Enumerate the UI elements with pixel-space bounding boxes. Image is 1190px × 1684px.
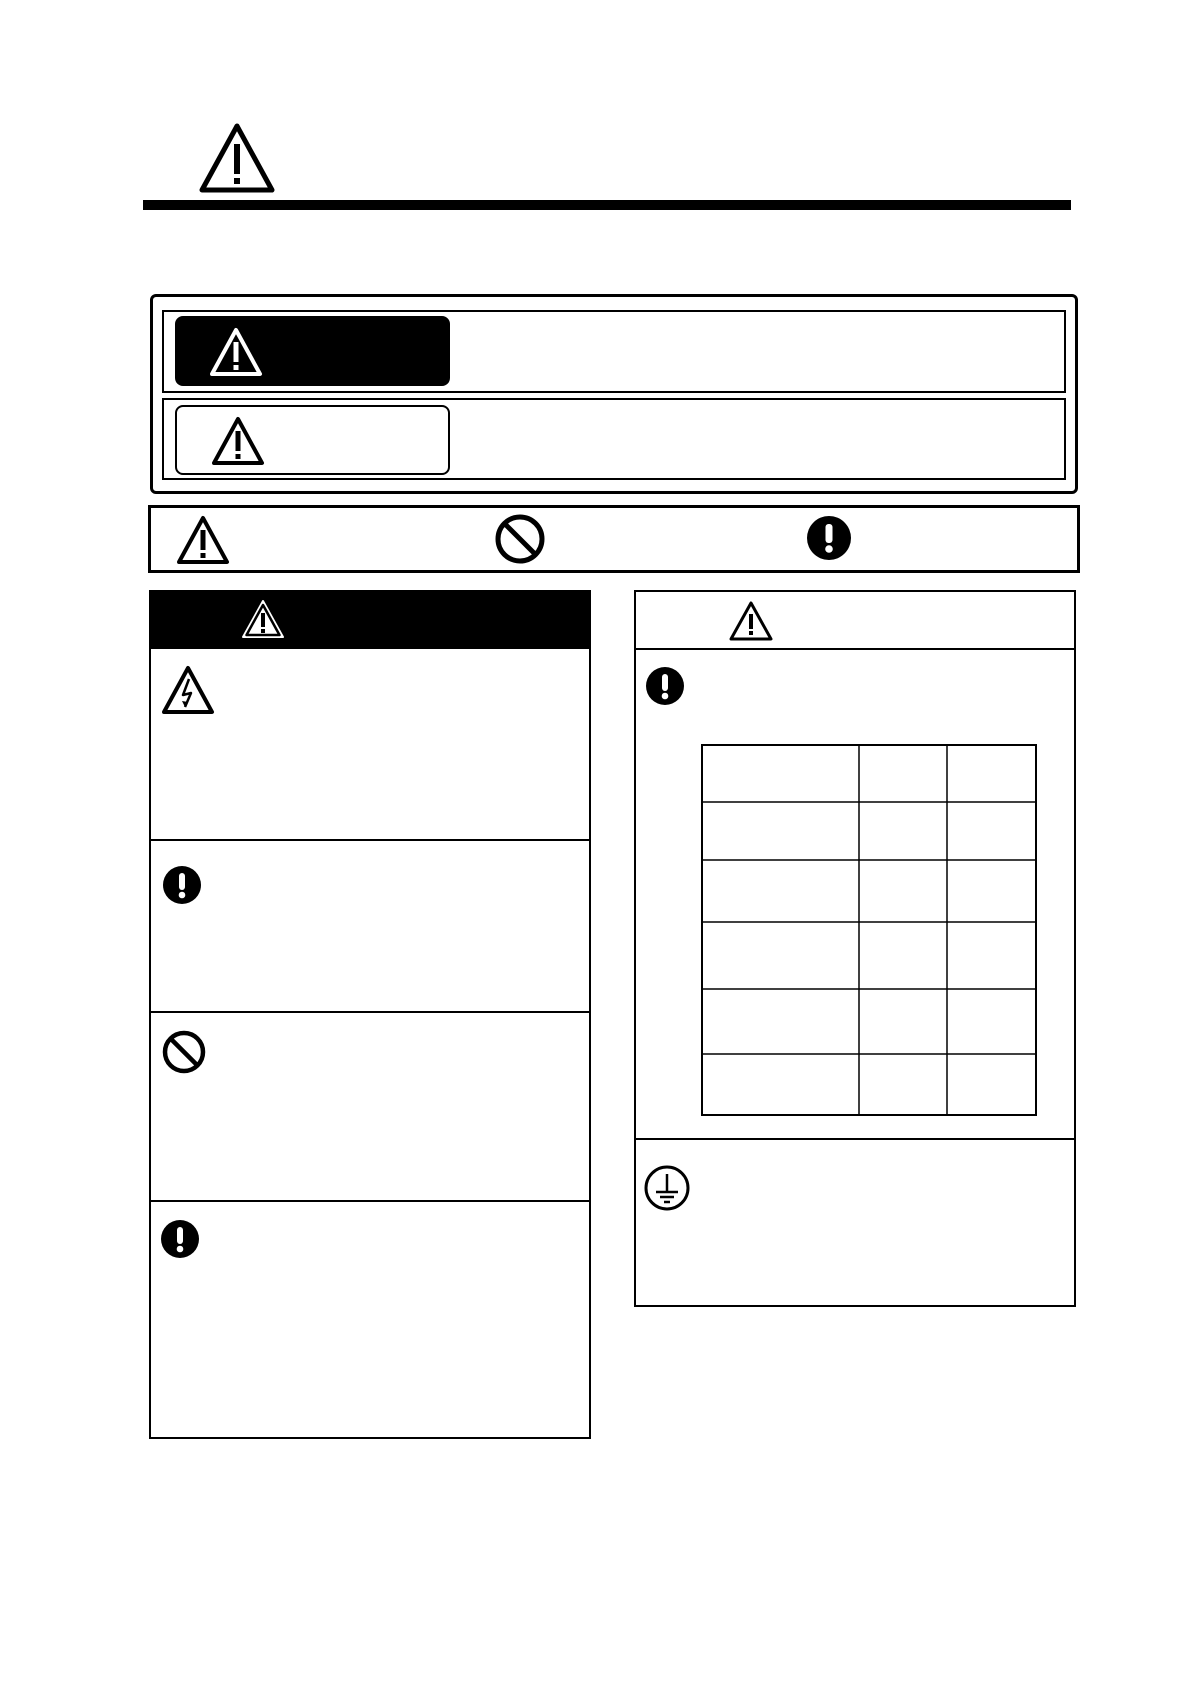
prohibition-icon — [494, 513, 546, 565]
prohibition-icon — [162, 1030, 206, 1074]
section-divider — [636, 1138, 1074, 1140]
section-divider — [636, 648, 1074, 650]
legend-warning-label-box — [175, 316, 450, 386]
legend-caution-label-box — [175, 405, 450, 475]
section-divider — [150, 839, 590, 841]
warning-panel — [149, 590, 591, 1439]
section-divider — [150, 1011, 590, 1013]
warning-panel-header — [150, 591, 590, 649]
warning-triangle-icon — [208, 326, 264, 378]
distance-table — [701, 744, 1037, 1116]
warning-triangle-icon — [210, 415, 266, 467]
electric-shock-warning-icon — [160, 664, 216, 716]
section-divider — [150, 1200, 590, 1202]
title-warning-icon — [198, 122, 276, 194]
caution-panel-header — [636, 592, 1074, 648]
mandatory-action-icon — [645, 666, 685, 706]
title-rule — [143, 200, 1071, 210]
mandatory-action-icon — [806, 515, 852, 561]
warning-triangle-icon — [175, 514, 231, 566]
warning-triangle-icon — [728, 600, 774, 642]
protective-earth-icon — [643, 1164, 691, 1212]
mandatory-action-icon — [162, 865, 202, 905]
symbols-bar — [148, 505, 1080, 573]
warning-triangle-icon — [240, 598, 286, 640]
mandatory-action-icon — [160, 1219, 200, 1259]
